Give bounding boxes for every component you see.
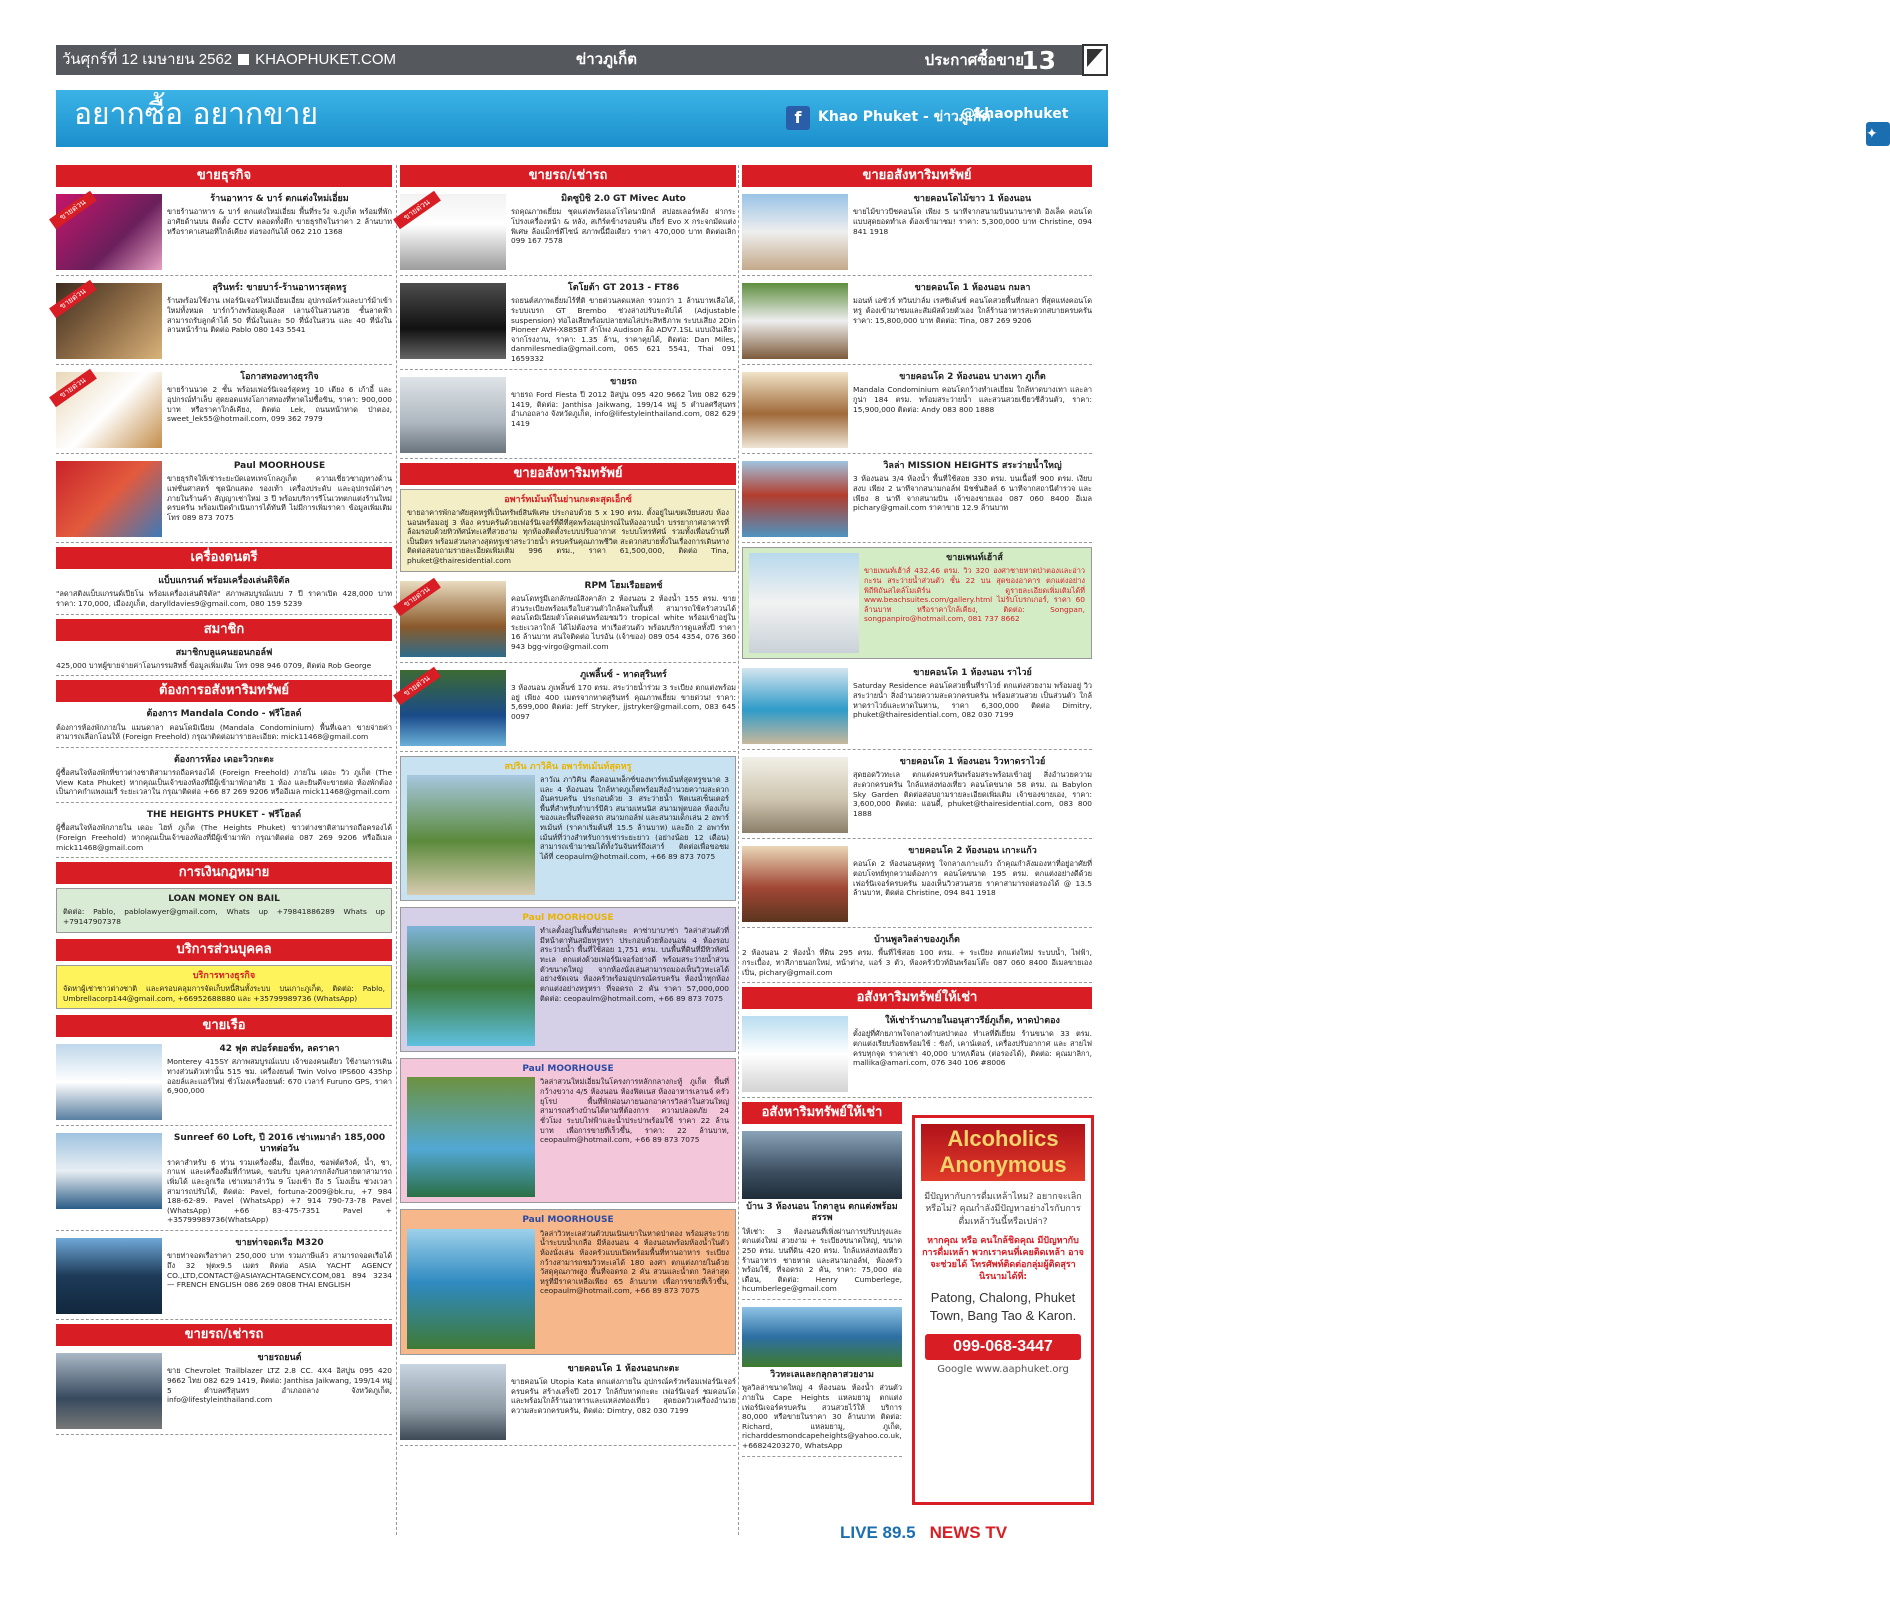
classified-ad[interactable] bbox=[400, 756, 736, 901]
ad-body: ให้เช่า: 3 ห้องนอนที่เพิ่งผ่านการปรับปรุงและตกแต่งใหม่ สวยงาม + ระเบียงขนาดใหญ่, ขนาด 250 ตรม. บนที่ดิน 420 ตรม. ใกล้แหล่งท่องเที่ยว ร้านอาหาร ชายหาด และสนามกอล์ฟ, ห้องครัวพร้อมใช้, ที่จอดรถ 2 คัน, ราคา: 75,000 ต่อเดือน, ติดต่อ: Henry Cumberlege, hcumberlege@gmail.com bbox=[742, 1226, 902, 1294]
ad-body: "ลดาสติงแบ็บแกรนด์เปียโน พร้อมเครื่องเล่นดิจิตัล" สภาพสมบูรณ์แบบ 7 ปี ราคาเปิด 428,000 บาท ราคา: 170,000, เมืองภูเก็ต, darylldavies9@gmail.com, 080 159 5239 bbox=[56, 589, 392, 608]
section-header-cars: ขายรถ/เช่ารถ bbox=[400, 165, 736, 187]
ad-title: สุรินทร์: ขายบาร์-ร้านอาหารสุดหรู bbox=[212, 283, 347, 293]
ad-title: ขายคอนโด 1 ห้องนอน ราไวย์ bbox=[913, 668, 1032, 678]
ad-title: วิวทะเลและกลุกลาสวยงาม bbox=[770, 1370, 874, 1380]
classified-ad[interactable] bbox=[400, 1361, 736, 1446]
section-header-cars: ขายรถ/เช่ารถ bbox=[56, 1324, 392, 1346]
footer-logos bbox=[840, 1522, 1007, 1543]
ad-photo bbox=[407, 1229, 535, 1349]
ad-title: ต้องการห้อง เดอะวิวกะตะ bbox=[173, 754, 275, 765]
ad-body: ขายท่าจอดเรือราคา 250,000 บาท รวมภาษีแล้ว สามารถจอดเรือได้ถึง 32 ฟุตx9.5 เมตร ติดต่อ ASIA YACHT AGENCY CO.,LTD,CONTACT@ASIAYACHTAGENCY.COM,081 894 3234 — FRENCH ENGLISH 086 269 0808 THAI ENGLISH bbox=[167, 1251, 392, 1290]
aa-title-line-2: Anonymous bbox=[939, 1152, 1067, 1178]
column-2 bbox=[400, 165, 736, 1450]
ad-photo bbox=[56, 283, 162, 359]
ad-body: ขายคอนโด Utopia Kata ตกแต่งภายใน อุปกรณ์ครัวพร้อมเฟอร์นิเจอร์ครบครัน สร้างเสร็จปี 2017 ใกล้กับหาดกะตะ เฟอร์นิเจอร์ ชมคอนโดและพร้อมใกล้ร้านอาหารและแหล่งท่องเที่ยว สุดยอดวิวเครื่องอำนวยความสะดวกครบครัน, ติดต่อ: Dimtry, 082 030 7199 bbox=[511, 1376, 736, 1415]
rent-list bbox=[742, 1128, 902, 1457]
ad-body: คอนโด 2 ห้องนอนสุดหรู ใจกลางเกาะแก้ว ถ้าคุณกำลังมองหาที่อยู่อาศัยที่ตอบโจทย์ทุกความต้องการ คอนโดขนาด 195 ตรม. ตกแต่งอย่างดีด้วยเฟอร์นิเจอร์ครบครัน มองเห็นวิวสวนสวย ราคาสามารถต่อรองได้ @ 13.5 ล้านบาท, ติดต่อ Christine, 094 841 1918 bbox=[853, 859, 1092, 898]
urgent-ribbon: ขายด่วน bbox=[49, 369, 97, 407]
ad-photo bbox=[742, 1307, 902, 1367]
ad-title: ขายคอนโด 2 ห้องนอน เกาะแก้ว bbox=[908, 846, 1037, 856]
ad-photo bbox=[742, 461, 848, 537]
classified-ad[interactable] bbox=[742, 1128, 902, 1300]
masthead-logo: ข่าวภูเก็ต bbox=[576, 50, 637, 68]
ad-body: ขาย Chevrolet Trailblazer LTZ 2.8 CC. 4X4 อิสปูน 095 420 9662 ไทย 082 629 1419, ติดต่อ: Janthisa Jaikwang, 199/14 หมู่ 5 ตำบลศรีสุนทร อำเภอถลาง จังหวัดภูเก็ต, info@lifestyleinthailand.com bbox=[167, 1366, 392, 1405]
page-number: 13 bbox=[1021, 46, 1056, 75]
classified-ad[interactable] bbox=[56, 458, 392, 543]
ad-title: ร้านอาหาร & บาร์ ตกแต่งใหม่เอี่ยม bbox=[210, 194, 349, 204]
aa-title-line-1: Alcoholics bbox=[947, 1126, 1059, 1151]
ad-title: Paul MOORHOUSE bbox=[233, 461, 326, 471]
ad-body: ขายร้านอาหาร & บาร์ ตกแต่งใหม่เอี่ยม พื้นที่ระวัง จ.ภูเก็ต พร้อมที่พักอาศัยด้านบน ติดตั้ง CCTV ตลอดทั้งตึก ขายธุรกิจในราคา 2 ล้านบาท หรือราคาเสนอที่ใกล้เคียง ต่อรองกันได้ 062 210 1368 bbox=[167, 207, 392, 236]
ad-body: ตั้งอยู่ที่ศักยภาพใจกลางตำบลป่าตอง ทำเลที่ดีเยี่ยม ร้านขนาด 33 ตรม. ตกแต่งเรียบร้อยพร้อมใช้ : ซิงก์, เคาน์เตอร์, เครื่องปรับอากาศ และ สายไฟครบทุกจุด ราคาเช่า 40,000 บาท/เดือน (ต่อรองได้), ติดต่อ: คุณมาลิกา, mallika@amari.com, 076 340 106 #8006 bbox=[853, 1029, 1092, 1068]
ad-photo bbox=[407, 1077, 535, 1197]
ad-body: ต้องการห้องพักภายใน แมนดาลา คอนโดมิเนียม (Mandala Condominium) พื้นที่เฉลา ขายจ่ายค่าสามารถเลือกโอนให้ (Foreign Freehold) กรุณาติดต่อมารายละเอียด: mick11468@gmail.com bbox=[56, 722, 392, 742]
ad-body: 3 ห้องนอน 3/4 ห้องน้ำ พื้นที่ใช้สอย 330 ตรม. บนเนื้อที่ 900 ตรม. เงียบสงบ เพียง 2 นาทีจากสนามกอล์ฟ มิชชั่นฮิลส์ 6 นาทีจากสถานีตำรวจ และเพียง 8 นาที จากสนามบิน เจ้าของขายเอง 087 060 8400 อีเมล pichary@gmail.com ราคาขาย 12.9 ล้านบาท bbox=[853, 474, 1092, 513]
ad-photo bbox=[56, 1238, 162, 1314]
ad-title: ขายรถยนต์ bbox=[257, 1353, 302, 1363]
classified-ad[interactable] bbox=[56, 1041, 392, 1126]
banner-title: อยากซื้อ อยากขาย bbox=[74, 97, 319, 132]
ad-title: Paul MOORHOUSE bbox=[522, 1064, 614, 1075]
ad-photo bbox=[400, 283, 506, 359]
classified-ad[interactable] bbox=[742, 458, 1092, 543]
classified-ad[interactable] bbox=[742, 1304, 902, 1457]
ad-title: ขายคอนโด 2 ห้องนอน บางเทา ภูเก็ต bbox=[899, 372, 1046, 382]
classified-ad[interactable] bbox=[742, 191, 1092, 276]
facebook-label: Khao Phuket - ข่าวภูเก็ต bbox=[818, 109, 991, 126]
ad-photo bbox=[400, 670, 506, 746]
classified-ad[interactable] bbox=[400, 191, 736, 276]
ad-photo bbox=[742, 846, 848, 922]
twitter-icon: ✦ bbox=[1866, 122, 1890, 146]
classified-ad[interactable] bbox=[56, 1235, 392, 1320]
classified-ad[interactable] bbox=[742, 547, 1092, 659]
classified-ad[interactable] bbox=[400, 374, 736, 459]
classified-ad[interactable] bbox=[400, 907, 736, 1052]
ad-body: ผู้ซื้อสนใจห้องพักที่ขาวต่างชาติสามารถถือครองได้ (Foreign Freehold) ภายใน เดอะ วิว ภูเก็ต (The View Kata Phuket) หากคุณเป็นเจ้าของห้องที่มีผู้เข้ามาพักอาศัย 1 ห้อง และยินดีจะขายต่อ ห้องพักต้องเป็นภาคกำแพงแมรี่ ระยะเวลาใน กรุณาติดต่อ +66 87 269 9206 หรืออีเมล mick11468@gmail.com bbox=[56, 768, 392, 797]
aa-title bbox=[921, 1124, 1085, 1181]
ad-title: THE HEIGHTS PHUKET - ฟรีโฮลด์ bbox=[146, 810, 302, 820]
ad-title: โอกาสทองทางธุรกิจ bbox=[240, 372, 319, 382]
ad-photo bbox=[742, 283, 848, 359]
section-header-rent: อสังหาริมทรัพย์ให้เช่า bbox=[742, 987, 1092, 1009]
ad-photo bbox=[742, 194, 848, 270]
section-header-wanted: ต้องการอสังหาริมทรัพย์ bbox=[56, 680, 392, 702]
ad-body: ขายไม้ขาวบีชคอนโด เพียง 5 นาทีจากสนามบินนานาชาติ อิงเล็ด คอนโดแบบสุดยอดทำเล ต้องเข้ามาชม! ราคา: 5,300,000 บาท Christine, 094 841 1918 bbox=[853, 207, 1092, 236]
urgent-ribbon: ขายด่วน bbox=[49, 191, 97, 229]
section-header-personal: บริการส่วนบุคคล bbox=[56, 939, 392, 961]
section-header-boats: ขายเรือ bbox=[56, 1015, 392, 1037]
ad-body: ขายรถ Ford Fiesta ปี 2012 อิสปูน 095 420 9662 ไทย 082 629 1419, ติดต่อ: Janthisa Jaikwang, 199/14 หมู่ 5 ตำบลศรีสุนทร อำเภอถลาง จังหวัดภูเก็ต, info@lifestyleinthailand.com, 082 629 1419 bbox=[511, 389, 736, 428]
ad-photo bbox=[56, 1353, 162, 1429]
classified-ad[interactable] bbox=[56, 706, 392, 748]
classified-ad[interactable] bbox=[742, 754, 1092, 839]
square-bullet-icon bbox=[238, 54, 249, 65]
classified-ad[interactable] bbox=[56, 807, 392, 858]
aa-question: มีปัญหากับการดื่มเหล้าไหม? อยากจะเลิกหรือไม่? คุณกำลังมีปัญหาอย่างไรกับการดื่มเหล้าวันนี้หรือเปล่า? bbox=[924, 1191, 1082, 1227]
classified-ad[interactable] bbox=[400, 280, 736, 370]
classified-ad[interactable] bbox=[56, 752, 392, 803]
section-header-business: ขายธุรกิจ bbox=[56, 165, 392, 187]
classified-ad[interactable] bbox=[400, 1209, 736, 1354]
ad-body: ขายอาคารพักอาศัยสุดหรูที่เป็นทรัพย์สินพิเศษ ประกอบด้วย 5 x 190 ตรม. ตั้งอยู่ในเขตเงียบสงบ ห้องนอนพร้อมอยู่ 3 ห้อง ครบครันด้วยเฟอร์นิเจอร์ที่ดีที่สุดพร้อมอุปกรณ์ในห้องอาบน้ำ บรรยากาศอาคารที่ล้อมรอบด้วยทิวทัศน์ทะเลที่สวยงาม ทุกห้องติดตั้งระบบปรับอากาศ ระบบโทรทัศน์ รวมทั้งเพื่อนบ้านที่เป็นมิตร พร้อมส่วนกลางสุดหรูเช่าสระว่ายน้ำ ครบครันคุณภาพชีวิต สะดวกสบายทั้งในเรื่องการเดินทาง ติดต่อสอบถามรายละเอียดเพิ่มเติม 996 ตรม., ราคา 61,500,000, ติดต่อ Tina, phuket@thairesidential.com bbox=[407, 507, 729, 565]
ad-photo bbox=[56, 1044, 162, 1120]
ad-title: บ้าน 3 ห้องนอน โกตาลูน ตกแต่งพร้อมสรรพ bbox=[746, 1202, 898, 1224]
facebook-icon: f bbox=[786, 106, 810, 130]
aa-website[interactable]: Google www.aaphuket.org bbox=[937, 1363, 1069, 1375]
ad-photo bbox=[56, 1133, 162, 1209]
ad-body: วิลล่าสวนใหม่เอี่ยมในโครงการหลักกลางกะทู้ ภูเก็ต พื้นที่กว้างขวาง 4/5 ห้องนอน ห้องฟิตเนส ห้องอาหารเลานจ์ ครัวยุโรป พื้นที่พักผ่อนภายนอกอาคารวิลล่าในสวนใหญ่ สามารถสร้างบ้านได้ตามที่ต้องการ ความปลอดภัย 24 ชั่วโมง ระบบไฟฟ้าและน้ำประปาพร้อมใช้ ราคา 22 ล้านบาท เพื่อการขายที่เร็วขึ้น, ราคา: 22 ล้านบาท, ceopaulm@hotmail.com, +66 89 873 7075 bbox=[540, 1077, 729, 1145]
ad-title: ขายท่าจอดเรือ M320 bbox=[235, 1238, 324, 1248]
ad-body: ทำเลตั้งอยู่ในพื้นที่ย่านกะตะ คาซ่าบาบาซ่า วิลล่าส่วนตัวที่มีหน้าตาทันสมัยหรูหรา ประกอบด้วยห้องนอน 4 ห้องรอบสระว่ายน้ำ พื้นที่ใช้สอย 1,751 ตรม. บนพื้นที่ดินที่มีทิวทัศน์ทะเล ตกแต่งด้วยเฟอร์นิเจอร์อย่างดี พร้อมสระว่ายน้ำส่วนตัวขนาดใหญ่ จากห้องนั่งเล่นสามารถมองเห็นวิวทะเลได้อย่างชัดเจน ห้องครัวพร้อมอุปกรณ์ครบครัน ห้องน้ำทุกห้องตกแต่งอย่างหรูหรา ที่จอดรถ 2 คัน ราคา 57,000,000 ติดต่อ: ceopaulm@hotmail.com, +66 89 873 7075 bbox=[540, 926, 729, 1003]
facebook-link[interactable] bbox=[786, 106, 991, 130]
classified-ad[interactable] bbox=[56, 191, 392, 276]
ad-title: ขายรถ bbox=[610, 376, 637, 387]
classified-ad[interactable] bbox=[400, 667, 736, 752]
ad-title: ต้องการ Mandala Condo - ฟรีโฮลด์ bbox=[146, 709, 302, 720]
urgent-ribbon: ขายด่วน bbox=[49, 280, 97, 318]
top-bar bbox=[56, 45, 1094, 75]
column-1 bbox=[56, 165, 392, 1439]
ad-body: ขายร้านนวด 2 ชั้น พร้อมเฟอร์นิเจอร์สุดหรู 10 เตียง 6 เก้าอี้ และอุปกรณ์ทำเล็บ สุดยอดแห่งโอกาสทองที่ทาดไม่ซื้อขิน, ราคา: 900,000 บาท หรือราคาใกล้เคียง, ติดต่อ Lek, ถนนหน้าหาด ป่าตอง, sweet_lek55@hotmail.com, 099 362 7979 bbox=[167, 385, 392, 424]
classified-ad[interactable] bbox=[742, 369, 1092, 454]
ad-title: LOAN MONEY ON BAIL bbox=[168, 894, 280, 905]
ad-body: คอนโดหรูมีเอกลักษณ์สิงคาลัก 2 ห้องนอน 2 ห้องน้ำ 155 ตรม. ขายส่วนระเบียงพร้อมเรือใบส่วนตัวใกล้ผลในพื้นที่ สามารถใช้ครัวสวนได้ คอนโดมิเนียมตัวโดดเด่นพร้อมชมวิว tropical white พร้อมเข้าอยู่ในระยะเวลาใกล้ ได้ไม่ต้องรอ ท่าเรือส่วนตัว พร้อมบริการดูแลทั้งปี ราคา 16 ล้านบาท สนใจติดต่อ ไบรอัน (เจ้าของ) 089 054 4354, 076 360 943 bgg-virgo@gmail.com bbox=[511, 593, 736, 651]
section-header-music: เครื่องดนตรี bbox=[56, 547, 392, 569]
classified-ad[interactable] bbox=[742, 665, 1092, 750]
ad-body: ขายเพนท์เฮ้าส์ 432.46 ตรม. วิว 320 องศาชายหาดป่าตองและอ่าวกะรน สระว่ายน้ำส่วนตัว ชั้น 22 บน สุดของอาคาร ตกแต่งอย่างพิถีพิถันสไตล์โมเดิร์น ดูรายละเอียดเพิ่มเติมได้ที่ www.beachsuites.com/gallery.html ไม่รับโบรกเกอร์, ราคา 60 ล้านบาท หรือราคาใกล้เคียง, ติดต่อ: Songpan, songpanpiro@hotmail.com, 081 737 8662 bbox=[864, 566, 1085, 624]
urgent-ribbon: ขายด่วน bbox=[393, 191, 441, 229]
classified-ad[interactable] bbox=[56, 573, 392, 615]
section-header-legal: การเงินกฎหมาย bbox=[56, 862, 392, 884]
aa-locations: Patong, Chalong, Phuket Town, Bang Tao & Karon. bbox=[929, 1290, 1077, 1324]
classified-ad[interactable] bbox=[742, 843, 1092, 928]
ad-title: ให้เช่าร้านภายในอนุสาวรีย์ภูเก็ต, หาดป่าตอง bbox=[885, 1016, 1060, 1027]
ad-body: ติดต่อ: Pablo, pablolawyer@gmail.com, Whats up +79841886289 Whats up +79147907378 bbox=[63, 907, 385, 926]
section-header-member: สมาชิก bbox=[56, 619, 392, 641]
ad-title: ขายคอนโดไม้ขาว 1 ห้องนอน bbox=[913, 194, 1032, 204]
ad-title: ขายคอนโด 1 ห้องนอนกะตะ bbox=[567, 1363, 680, 1374]
aa-help-text: หากคุณ หรือ คนใกล้ชิดคุณ มีปัญหากับการดื่มเหล้า พวกเราคนที่เคยติดเหล้า อาจจะช่วยได้ โทรศัพท์ติดต่อกลุ่มผู้ติดสุรานิรนามได้ที่: bbox=[922, 1235, 1084, 1282]
ad-title: RPM โฮมเรือยอทช์ bbox=[584, 580, 663, 591]
classified-ad[interactable] bbox=[400, 1058, 736, 1203]
ad-body: 3 ห้องนอน ภูเพลิ้นซ์ 170 ตรม. สระว่ายน้ำร่วม 3 ระเบียง ตกแต่งพร้อมอยู่ เพียง 400 เมตรจากหาดสุรินทร์ คุณภาพเยี่ยม ขายด่วน! ราคา: 5,699,000 ติดต่อ: Jeff Stryker, jjstryker@gmail.com, 083 645 0097 bbox=[511, 682, 736, 721]
ad-body: พูลวิลล่าขนาดใหญ่ 4 ห้องนอน ห้องน้ำ ส่วนตัวภายใน Cape Heights แหลมยามู ตกแต่งเฟอร์นิเจอร์ครบครัน สวนสวยไว้ให้ บริการ 80,000 หรือขายในราคา 30 ล้านบาท ติดต่อ: Richard, แหลมยามู, ภูเก็ต, richarddesmondcapeheights@yahoo.co.uk, +66824203270, WhatsApp bbox=[742, 1383, 902, 1450]
aa-phone[interactable]: 099-068-3447 bbox=[925, 1334, 1081, 1360]
section-header-realestate: ขายอสังหาริมทรัพย์ bbox=[400, 463, 736, 485]
ad-photo bbox=[407, 926, 535, 1046]
classified-ad[interactable] bbox=[56, 888, 392, 933]
section-header-rent: อสังหาริมทรัพย์ให้เช่า bbox=[742, 1102, 902, 1124]
ad-body: Saturday Residence คอนโดสวยพื้นที่ราไวย์ ตกแต่งสวยงาม พร้อมอยู่ วิวสระว่ายน้ำ สิ่งอำนวยความสะดวกครบครัน พร้อมสวนสวย เป็นส่วนตัว ใกล้หาดราไวย์และหาดในหาน, ราคา 6,300,000 ติดต่อ Dimitry, phuket@thairesidential.com, 082 030 7199 bbox=[853, 681, 1092, 720]
twitter-link[interactable] bbox=[961, 106, 1878, 142]
ad-body: ร้านพร้อมใช้งาน เฟอร์นิเจอร์ใหม่เอี่ยมเอี่ยม อุปกรณ์ครัวและบาร์ม้าเข้าใหม่ทั้งหมด บาร์กว้างพร้อมดูเลืองส เลานจ์ในสวนสวย ชั้นลาดฟ้าสามารถรับลูกค้าได้ 50 ที่นั่งในและ 50 ที่นั่งในสวน และ 40 ที่นั่งในลานหน้าร้าน ติดต่อ Pablo 080 143 5541 bbox=[167, 296, 392, 335]
ad-photo bbox=[407, 775, 535, 895]
ad-title: ขายเพนท์เฮ้าส์ bbox=[946, 553, 1003, 563]
ad-title: ขายคอนโด 1 ห้องนอน กมลา bbox=[914, 283, 1031, 293]
section-header-realestate: ขายอสังหาริมทรัพย์ bbox=[742, 165, 1092, 187]
ad-title: Paul MOORHOUSE bbox=[522, 1215, 614, 1226]
urgent-ribbon: ขายด่วน bbox=[393, 577, 441, 615]
ad-photo bbox=[742, 757, 848, 833]
classified-ad[interactable] bbox=[742, 1013, 1092, 1098]
ad-title: วิลล่า MISSION HEIGHTS สระว่ายน้ำใหญ่ bbox=[883, 461, 1062, 471]
live-radio-logo: LIVE 89.5 bbox=[840, 1523, 916, 1542]
ad-title: มิตซูบิชิ 2.0 GT Mivec Auto bbox=[561, 194, 686, 204]
ad-photo bbox=[742, 668, 848, 744]
ad-title: โตโยต้า GT 2013 - FT86 bbox=[567, 283, 680, 293]
ad-body: Mandala Condominium คอนโดกว้างทำเลเยี่ยม ใกล้หาดบางเทา และลากูน่า 184 ตรม. พร้อมสระว่ายน้ำ และสวนสวยเขียวชีส้วนตัว, ราคา: 15,900,000 ติดต่อ: Andy 083 800 1888 bbox=[853, 385, 1092, 414]
column-divider bbox=[396, 165, 397, 1535]
ad-photo bbox=[400, 1364, 506, 1440]
ad-title: ขายคอนโด 1 ห้องนอน วิวหาดราไวย์ bbox=[899, 757, 1046, 767]
header-banner bbox=[56, 90, 1878, 147]
classified-ad[interactable] bbox=[56, 280, 392, 365]
ad-body: สุดยอดวิวทะเล ตกแต่งครบครันพร้อมสระพร้อมเข้าอยู่ สิ่งอำนวยความสะดวกครบครัน ใกล้แหล่งท่องเที่ยว คอนโดขนาด 58 ตรม. ณ Babylon Sky Garden ติดต่อสอบถามรายละเอียดเพิ่มเติม เจ้าของขายเอง, ราคา: 3,600,000 ติดต่อ: แอนดี้, phuket@thairesidential.com, 083 800 1888 bbox=[853, 770, 1092, 818]
ad-body: ผู้ซื้อสนใจห้องพักภายใน เดอะ ไฮท์ ภูเก็ต (The Heights Phuket) ขาวต่างชาติสามารถถือครองได้ (Foreign Freehold) หากคุณเป็นเจ้าของห้องที่มีผู้เข้ามาพัก กรุณาติดต่อ 087 269 9206 หรืออีเมล mick11468@gmail.com bbox=[56, 823, 392, 852]
ad-photo bbox=[400, 377, 506, 453]
classified-ad[interactable] bbox=[742, 280, 1092, 365]
classified-ad[interactable] bbox=[56, 965, 392, 1010]
ad-body: ลาวัณ ภาวิคิน คือคอนเพล็กซ์ของพาร์ทเม้นท์สุดหรูขนาด 3 และ 4 ห้องนอน ใกล้หาดภูเก็ตพร้อมสิ่งอำนวยความสะดวกอันครบครัน ประกอบด้วย 3 สระว่ายน้ำ ฟิตเนสเซ็นเตอร์ พื้นที่สำหรับทำบาร์บีคิว สนามเทนนิส สนามฟุตบอล ห้องเก็บของและพื้นที่จอดรถ สนามกอล์ฟ และสนามเด็กเล่น 2 อพาร์ทเม้นท์ (ราคาเริ่มต้นที่ 15.5 ล้านบาท) และอีก 2 อพาร์ทเม้นท์ที่ว่างสำหรับการเช่าระยะยาว (อย่างน้อย 12 เดือน) สามารถเข้ามาชมได้ทั้งวันจันทร์ถึงเสาร์ ติดต่อเพื่อขอชมได้ที่ ceopaulm@hotmail.com, +66 89 873 7075 bbox=[540, 774, 729, 861]
ad-photo bbox=[742, 372, 848, 448]
urgent-ribbon: ขายด่วน bbox=[393, 666, 441, 704]
ad-photo bbox=[742, 1131, 902, 1199]
ad-title: บ้านพูลวิลล่าของภูเก็ต bbox=[874, 935, 960, 945]
twitter-label: @khaophuket bbox=[961, 106, 1069, 122]
ad-title: บริการทางธุรกิจ bbox=[192, 970, 256, 981]
ad-photo bbox=[749, 553, 859, 653]
ad-body: จัดหาผู้เช่าชาวต่างชาติ และครอบคลุมการจัดเก็บหนี้สินทั้งระบบ บนเกาะภูเก็ต, ติดต่อ: Pablo, Umbrellacorp144@gmail.com, +66952688880 และ +35799989736 (WhatsApp) bbox=[63, 983, 385, 1003]
classified-ad[interactable] bbox=[56, 1350, 392, 1435]
section-name: ประกาศซื้อขาย bbox=[924, 51, 1024, 69]
ad-title: 42 ฟุต สปอร์ตยอช์ท, ลดราคา bbox=[219, 1044, 340, 1055]
classified-ad[interactable] bbox=[56, 1130, 392, 1231]
ad-body: มอนท์ เอซัวร์ ทวินปาล์ม เรสซิเด้นซ์ คอนโดสวยพื้นที่กมลา ที่สุดแห่งคอนโดหรู ต้องเข้ามาชมและสัมผัสด้วยตัวเอง ใกล้ร้านอาหารสะดวกสบายครบครัน ราคา: 15,800,000 บาท ติดต่อ: Tina, 087 269 9206 bbox=[853, 296, 1092, 325]
ad-body: ราคาสำหรับ 6 ท่าน รวมเครื่องดื่ม, มื้อเที่ยง, ซอฟต์ดริงค์, น้ำ, ชา, กาแฟ และเครื่องดื่มที่กำหนด, ขอบรับ บุคลากรกลังกับสายตาสามารถเพิ่มได้ และลูกเรือ เช่าเหมาลำวัน 9 โมงเช้า ถึง 5 โมงเย็น ช่วงเวลาสามารถปรับได้, ติดต่อ: Pavel, fortuna-2009@bk.ru, +7 984 188-62-89. Pavel (WhatsApp) +7 914 790-73-78 Pavel (WhatsApp) +66 83-475-7351 Pavel + +35799989736(WhatsApp) bbox=[167, 1157, 392, 1225]
classified-ad[interactable] bbox=[56, 369, 392, 454]
classified-ad[interactable] bbox=[742, 932, 1092, 983]
ad-title: Sunreef 60 Loft, ปี 2016 เช่าเหมาลำ 185,000 บาทต่อวัน bbox=[173, 1133, 386, 1155]
column-divider bbox=[738, 165, 739, 1535]
ad-title: Paul MOORHOUSE bbox=[522, 912, 614, 923]
ad-photo bbox=[400, 581, 506, 657]
ad-body: รถคุณภาพเยี่ยม ชุดแต่งพร้อมเอโรไดนามิกส์ สปอยเลอร์หลัง ฝากระโปรงเครื่องหน้า & หลัง, สเกิร์ตข้างรอบคัน เกียร์ Evo X กระจกมัดแต่งพิเศษ ล้อแม็กซ์ดีไซน์ สภาพนี้มือเดียว ราคา 470,000 บาท ติดต่อเลิก 099 167 7578 bbox=[511, 207, 736, 246]
ad-title: สปริน ภาวิคิน อพาร์ทเม้นท์สุดหรู bbox=[504, 761, 632, 772]
ad-title: แบ็บแกรนด์ พร้อมเครื่องเล่นดิจิตัล bbox=[158, 576, 290, 586]
news-tv-logo: NEWS TV bbox=[929, 1523, 1008, 1542]
ad-body: 2 ห้องนอน 2 ห้องน้ำ ที่ดิน 295 ตรม. พื้นที่ใช้สอย 100 ตรม. + ระเบียง ตกแต่งใหม่ ระบบน้ำ, ไฟฟ้า, กระเบื้อง, ทาสีภายนอกใหม่, หน้าต่าง, แอร์ 3 ตัว, ห้องครัวบิวท์อินพร้อมโต๊ะ 087 060 8400 อีเมลขายเองเปิ่น, pichary@gmail.com bbox=[742, 948, 1092, 977]
classified-ad[interactable] bbox=[400, 578, 736, 663]
ad-title: สมาชิกบลูแคนยอนกอล์ฟ bbox=[175, 647, 273, 658]
classified-ad[interactable] bbox=[400, 489, 736, 572]
ad-photo bbox=[742, 1016, 848, 1092]
ad-photo bbox=[56, 194, 162, 270]
ad-title: ภูเพลิ้นซ์ - หาดสุรินทร์ bbox=[580, 669, 667, 680]
ad-body: 425,000 บาทผู้ขายจ่ายค่าโอนกรรมสิทธิ์ ข้อมูลเพิ่มเติม โทร 098 946 0709, ติดต่อ Rob George bbox=[56, 660, 372, 670]
corner-arrow-icon bbox=[1083, 45, 1107, 75]
issue-date: วันศุกร์ที่ 12 เมษายน 2562 KHAOPHUKET.COM bbox=[62, 50, 397, 68]
ad-body: Monterey 415SY สภาพสมบูรณ์แบบ เจ้าของคนเดียว ใช้งานการเดินทางส่วนตัวเท่านั้น 515 ชม. เครื่องยนต์ Twin Volvo IPS600 435hp ออยล์และแอร์ใหม่ ชั่วโมงเครื่องยนต์: 670 เวลาร์ Furuno GPS, ราคา 6,900,000 bbox=[167, 1057, 392, 1096]
ad-title: อพาร์ทเม้นท์ในย่านกะตะสุดเอ็กซ์ bbox=[504, 494, 632, 505]
classified-ad[interactable] bbox=[56, 645, 392, 677]
ad-body: วิลล่าวิวทะเลส่วนตัวบนเนินเขาในหาดป่าตอง พร้อมสระว่ายน้ำระบบน้ำเกลือ มีห้องนอน 4 ห้องนอนพร้อมห้องน้ำในตัว ห้องนั่งเล่น ห้องครัวแบบเปิดพร้อมพื้นที่ทานอาหาร ระเบียงกว้างสามารถชมวิวทะเลได้ 180 องศา ตกแต่งภายในด้วยวัสดุคุณภาพสูง พื้นที่จอดรถ 2 คัน สวนและน้ำตก วิลล่าสุดหรูที่มีราคาเหลือเพียง 65 ล้านบาท เพื่อการขายที่เร็วขึ้น, ceopaulm@hotmail.com, +66 89 873 7075 bbox=[540, 1228, 729, 1296]
ad-photo bbox=[56, 372, 162, 448]
ad-photo bbox=[400, 194, 506, 270]
ad-body: ขายธุรกิจให้เช่าระยะบัดเอทเทจโกลภูเก็ต ความเชี่ยวชาญทางด้านแฟชั่นศาสตร์ ชุดนักแสดง รองเท้า เครื่องประดับ และอุปกรณ์ต่างๆ ภายในร้านค้า สัญญาเช่าใหม่ 3 ปี พร้อมบริการรีโนเวทตกแต่งร้านใหม่ครบครัน พร้อมเปิดดำเนินการได้ทันที ไม่มีการเพิ่มราคา ข้อมูลเพิ่มเติมโทร 089 873 7075 bbox=[167, 474, 392, 522]
site-link[interactable]: KHAOPHUKET.COM bbox=[255, 50, 397, 68]
alcoholics-anonymous-ad[interactable] bbox=[912, 1115, 1094, 1505]
ad-photo bbox=[56, 461, 162, 537]
ad-body: รถยนต์สภาพเยี่ยมไร้ที่ติ ขายด่วนลดแหลก รวมกว่า 1 ล้านบาทเลือได้, ระบบเบรก GT Brembo ช่วงล่างปรับระดับได้ (Adjustable suspension) ท่อไอเสียพร้อมปลายท่อไล่ประสิทธิภาพ ระบบเสียง 2Din Pioneer AVH-X885BT ลำโพง Audison ล้อ ADV7.1SL แบบเงินเลียว จากโรงงาน, ราคา: 1.35 ล้าน, ราคาคุยได้, ติดต่อ: Dan Miles, danmilesmedia@gmail.com, 065 621 5541, Thai 091 1659332 bbox=[511, 296, 736, 363]
